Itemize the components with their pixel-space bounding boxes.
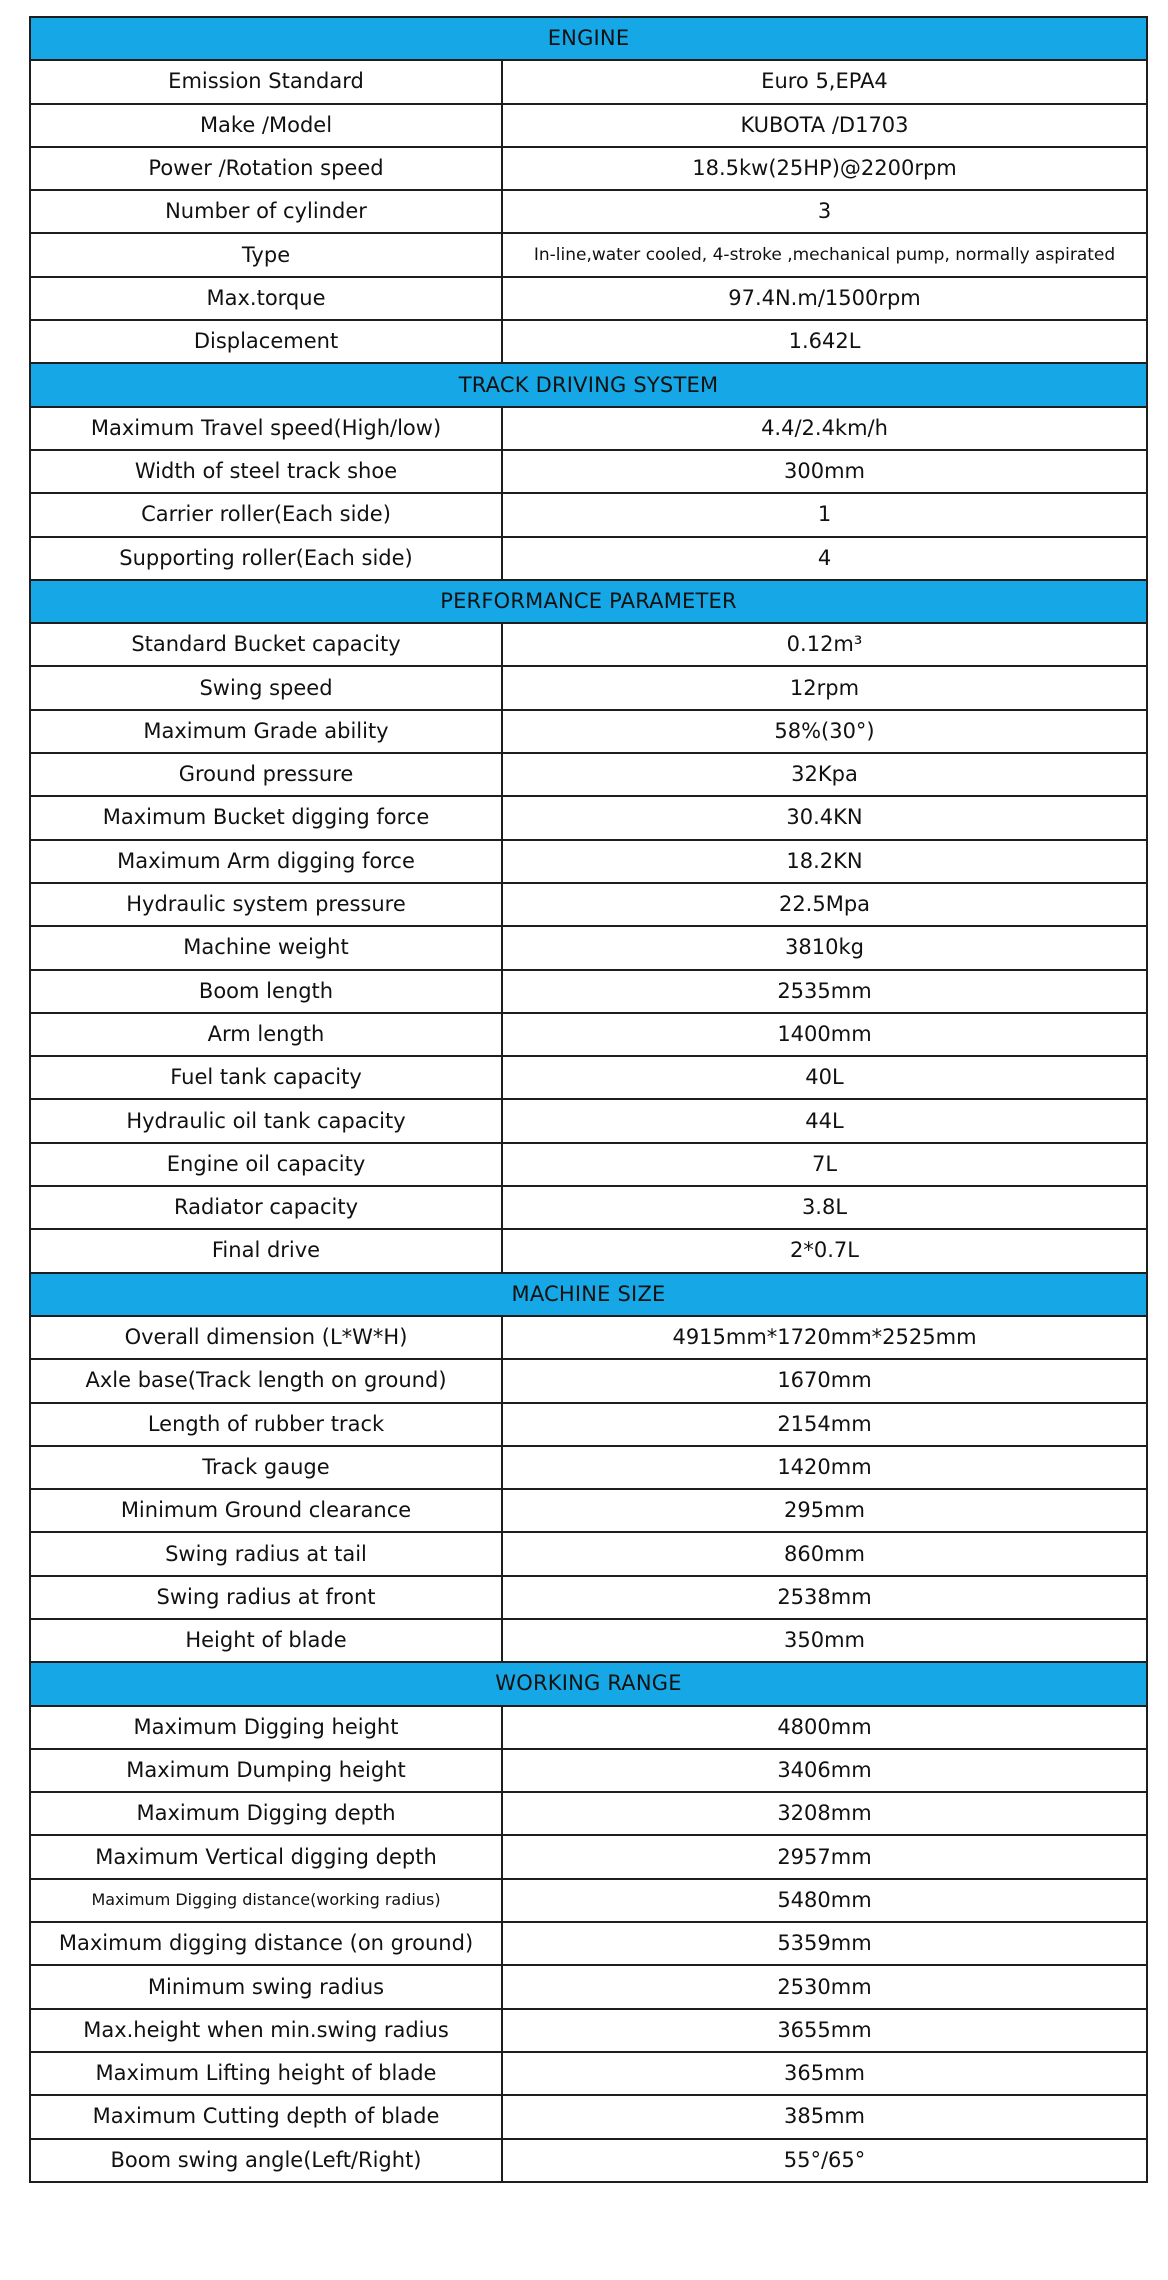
spec-label: Boom swing angle(Left/Right) <box>30 2139 502 2182</box>
spec-label: Fuel tank capacity <box>30 1056 502 1099</box>
spec-label: Standard Bucket capacity <box>30 623 502 666</box>
section-header-engine <box>30 17 1147 60</box>
spec-value: 30.4KN <box>502 796 1147 839</box>
spec-row <box>30 1835 1147 1878</box>
spec-value: 295mm <box>502 1489 1147 1532</box>
spec-label: Maximum Digging height <box>30 1706 502 1749</box>
spec-label: Boom length <box>30 970 502 1013</box>
spec-value: 3208mm <box>502 1792 1147 1835</box>
spec-label: Final drive <box>30 1229 502 1272</box>
spec-label: Minimum Ground clearance <box>30 1489 502 1532</box>
spec-value: 4915mm*1720mm*2525mm <box>502 1316 1147 1359</box>
spec-row <box>30 2052 1147 2095</box>
spec-value: 300mm <box>502 450 1147 493</box>
spec-row <box>30 796 1147 839</box>
spec-label: Swing radius at tail <box>30 1532 502 1575</box>
spec-label: Length of rubber track <box>30 1403 502 1446</box>
spec-value: 1 <box>502 493 1147 536</box>
spec-value: 97.4N.m/1500rpm <box>502 277 1147 320</box>
spec-row <box>30 277 1147 320</box>
spec-value: 12rpm <box>502 666 1147 709</box>
spec-value: 2535mm <box>502 970 1147 1013</box>
spec-row <box>30 1532 1147 1575</box>
spec-row <box>30 1186 1147 1229</box>
spec-value: 1420mm <box>502 1446 1147 1489</box>
spec-row <box>30 883 1147 926</box>
spec-label: Displacement <box>30 320 502 363</box>
spec-row <box>30 104 1147 147</box>
spec-value: 3655mm <box>502 2009 1147 2052</box>
spec-value: 3406mm <box>502 1749 1147 1792</box>
section-title: ENGINE <box>30 17 1147 60</box>
spec-label: Carrier roller(Each side) <box>30 493 502 536</box>
spec-label: Maximum digging distance (on ground) <box>30 1922 502 1965</box>
spec-value: 4800mm <box>502 1706 1147 1749</box>
section-header-working-range <box>30 1662 1147 1705</box>
spec-label: Supporting roller(Each side) <box>30 537 502 580</box>
spec-value: 7L <box>502 1143 1147 1186</box>
spec-row <box>30 450 1147 493</box>
spec-row <box>30 1706 1147 1749</box>
spec-row <box>30 1013 1147 1056</box>
spec-row <box>30 1359 1147 1402</box>
spec-label: Maximum Vertical digging depth <box>30 1835 502 1878</box>
section-header-performance-parameter <box>30 580 1147 623</box>
spec-row <box>30 1099 1147 1142</box>
spec-row <box>30 1792 1147 1835</box>
spec-label: Track gauge <box>30 1446 502 1489</box>
spec-value: 3810kg <box>502 926 1147 969</box>
spec-value: 32Kpa <box>502 753 1147 796</box>
section-title: TRACK DRIVING SYSTEM <box>30 363 1147 406</box>
spec-row <box>30 1489 1147 1532</box>
spec-value: 4 <box>502 537 1147 580</box>
spec-label: Type <box>30 233 502 276</box>
spec-row <box>30 1143 1147 1186</box>
spec-value: 58%(30°) <box>502 710 1147 753</box>
spec-label: Overall dimension (L*W*H) <box>30 1316 502 1359</box>
spec-label: Maximum Dumping height <box>30 1749 502 1792</box>
spec-label: Maximum Digging depth <box>30 1792 502 1835</box>
spec-label: Maximum Digging distance(working radius) <box>30 1879 502 1922</box>
section-header-machine-size <box>30 1273 1147 1316</box>
section-title: MACHINE SIZE <box>30 1273 1147 1316</box>
spec-value: 2530mm <box>502 1965 1147 2008</box>
section-title: WORKING RANGE <box>30 1662 1147 1705</box>
spec-value: 55°/65° <box>502 2139 1147 2182</box>
spec-label: Width of steel track shoe <box>30 450 502 493</box>
spec-label: Hydraulic oil tank capacity <box>30 1099 502 1142</box>
section-header-track-driving-system <box>30 363 1147 406</box>
spec-label: Maximum Arm digging force <box>30 840 502 883</box>
spec-value: 0.12m³ <box>502 623 1147 666</box>
spec-label: Maximum Grade ability <box>30 710 502 753</box>
spec-label: Max.height when min.swing radius <box>30 2009 502 2052</box>
spec-label: Maximum Bucket digging force <box>30 796 502 839</box>
spec-value: 40L <box>502 1056 1147 1099</box>
spec-label: Make /Model <box>30 104 502 147</box>
spec-value: 385mm <box>502 2095 1147 2138</box>
spec-label: Height of blade <box>30 1619 502 1662</box>
spec-row <box>30 1965 1147 2008</box>
spec-value: 350mm <box>502 1619 1147 1662</box>
spec-value: 1670mm <box>502 1359 1147 1402</box>
spec-label: Emission Standard <box>30 60 502 103</box>
spec-label: Engine oil capacity <box>30 1143 502 1186</box>
spec-value: 4.4/2.4km/h <box>502 407 1147 450</box>
spec-label: Hydraulic system pressure <box>30 883 502 926</box>
spec-row <box>30 1403 1147 1446</box>
spec-label: Swing speed <box>30 666 502 709</box>
spec-value: 2*0.7L <box>502 1229 1147 1272</box>
spec-label: Swing radius at front <box>30 1576 502 1619</box>
spec-label: Machine weight <box>30 926 502 969</box>
spec-value: 3.8L <box>502 1186 1147 1229</box>
spec-row <box>30 1749 1147 1792</box>
spec-row <box>30 1576 1147 1619</box>
section-title: PERFORMANCE PARAMETER <box>30 580 1147 623</box>
spec-row <box>30 60 1147 103</box>
spec-row <box>30 840 1147 883</box>
spec-row <box>30 1229 1147 1272</box>
spec-label: Axle base(Track length on ground) <box>30 1359 502 1402</box>
spec-label: Maximum Cutting depth of blade <box>30 2095 502 2138</box>
spec-row <box>30 2095 1147 2138</box>
spec-row <box>30 1619 1147 1662</box>
spec-row <box>30 1316 1147 1359</box>
spec-row <box>30 1056 1147 1099</box>
spec-value: 18.2KN <box>502 840 1147 883</box>
spec-value: 1.642L <box>502 320 1147 363</box>
spec-value: 44L <box>502 1099 1147 1142</box>
spec-row <box>30 710 1147 753</box>
spec-value: 2957mm <box>502 1835 1147 1878</box>
spec-value: 18.5kw(25HP)@2200rpm <box>502 147 1147 190</box>
spec-row <box>30 190 1147 233</box>
spec-label: Radiator capacity <box>30 1186 502 1229</box>
spec-row <box>30 1446 1147 1489</box>
spec-label: Minimum swing radius <box>30 1965 502 2008</box>
spec-row <box>30 320 1147 363</box>
spec-row <box>30 2009 1147 2052</box>
spec-table-body <box>30 17 1147 2182</box>
spec-label: Max.torque <box>30 277 502 320</box>
spec-row <box>30 666 1147 709</box>
spec-value: 3 <box>502 190 1147 233</box>
spec-label: Ground pressure <box>30 753 502 796</box>
spec-row <box>30 1922 1147 1965</box>
spec-row <box>30 970 1147 1013</box>
spec-row <box>30 147 1147 190</box>
spec-label: Maximum Travel speed(High/low) <box>30 407 502 450</box>
spec-row <box>30 493 1147 536</box>
spec-value: 2154mm <box>502 1403 1147 1446</box>
spec-row <box>30 753 1147 796</box>
spec-value: KUBOTA /D1703 <box>502 104 1147 147</box>
spec-value: 2538mm <box>502 1576 1147 1619</box>
spec-label: Number of cylinder <box>30 190 502 233</box>
spec-row <box>30 407 1147 450</box>
spec-value: 5480mm <box>502 1879 1147 1922</box>
spec-table <box>29 16 1148 2183</box>
spec-row <box>30 926 1147 969</box>
spec-value: In-line,water cooled, 4-stroke ,mechanical pump, normally aspirated <box>502 233 1147 276</box>
spec-value: 860mm <box>502 1532 1147 1575</box>
spec-label: Maximum Lifting height of blade <box>30 2052 502 2095</box>
spec-row <box>30 1879 1147 1922</box>
spec-value: 22.5Mpa <box>502 883 1147 926</box>
spec-label: Arm length <box>30 1013 502 1056</box>
spec-value: 1400mm <box>502 1013 1147 1056</box>
spec-row <box>30 537 1147 580</box>
spec-label: Power /Rotation speed <box>30 147 502 190</box>
spec-value: 365mm <box>502 2052 1147 2095</box>
spec-value: Euro 5,EPA4 <box>502 60 1147 103</box>
spec-value: 5359mm <box>502 1922 1147 1965</box>
spec-row <box>30 233 1147 276</box>
spec-row <box>30 2139 1147 2182</box>
spec-row <box>30 623 1147 666</box>
